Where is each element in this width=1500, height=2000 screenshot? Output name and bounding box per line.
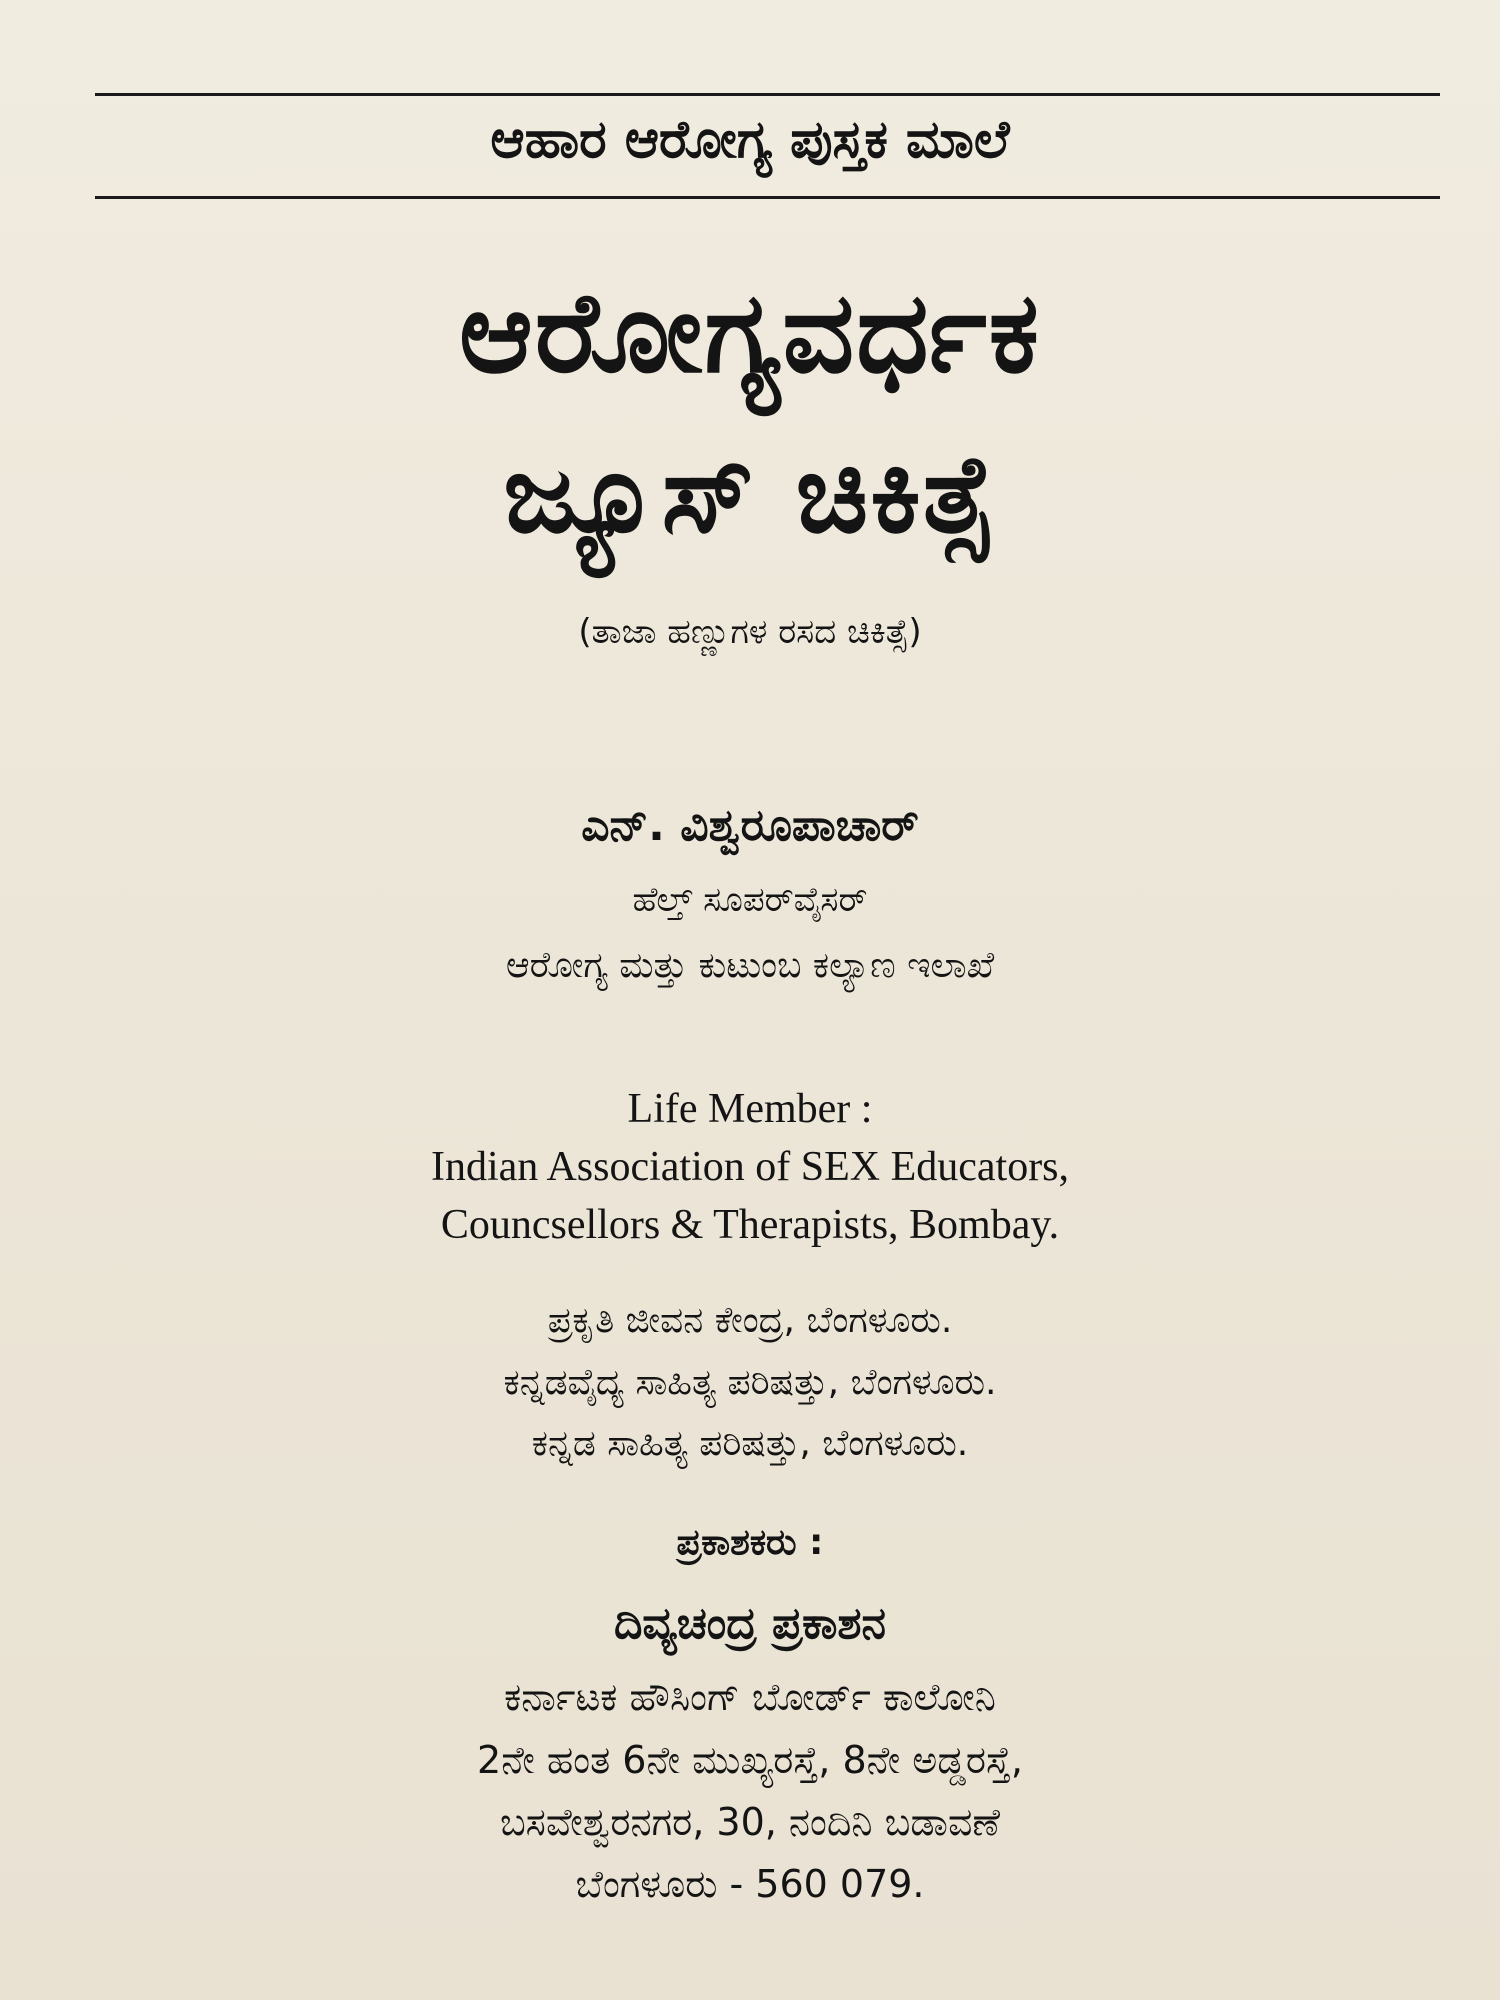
book-subtitle: (ತಾಜಾ ಹಣ್ಣುಗಳ ರಸದ ಚಿಕಿತ್ಸೆ) <box>578 612 922 652</box>
publisher-address-line: 2ನೇ ಹಂತ 6ನೇ ಮುಖ್ಯರಸ್ತೆ, 8ನೇ ಅಡ್ಡರಸ್ತೆ, <box>477 1738 1023 1782</box>
membership-line: ಕನ್ನಡ ಸಾಹಿತ್ಯ ಪರಿಷತ್ತು, ಬೆಂಗಳೂರು. <box>531 1423 969 1464</box>
author-department: ಆರೋಗ್ಯ ಮತ್ತು ಕುಟುಂಬ ಕಲ್ಯಾಣ ಇಲಾಖೆ <box>505 945 995 986</box>
life-member-line-1: Indian Association of SEX Educators, <box>430 1144 1070 1190</box>
book-title-line-1: ಆರೋಗ್ಯವರ್ಧಕ <box>458 268 1042 398</box>
publisher-name: ದಿವ್ಯಚಂದ್ರ ಪ್ರಕಾಶನ <box>613 1598 886 1649</box>
series-title: ಆಹಾರ ಆರೋಗ್ಯ ಪುಸ್ತಕ ಮಾಲೆ <box>490 110 1010 170</box>
membership-line: ಕನ್ನಡವೈದ್ಯ ಸಾಹಿತ್ಯ ಪರಿಷತ್ತು, ಬೆಂಗಳೂರು. <box>503 1362 997 1403</box>
book-title-line-2: ಜ್ಯೂಸ್ ಚಿಕಿತ್ಸೆ <box>503 432 997 557</box>
life-member-line-2: Councsellors & Therapists, Bombay. <box>440 1202 1060 1248</box>
author-name: ಎನ್. ವಿಶ್ವರೂಪಾಚಾರ್ <box>581 800 919 851</box>
author-role: ಹೆಲ್ತ್ ಸೂಪರ್‌ವೈಸರ್ <box>632 880 868 920</box>
publisher-label: ಪ್ರಕಾಶಕರು : <box>676 1522 824 1563</box>
life-member-label: Life Member : <box>627 1086 873 1132</box>
publisher-address-line: ಬಸವೇಶ್ವರನಗರ, 30, ನಂದಿನಿ ಬಡಾವಣೆ <box>499 1800 1001 1844</box>
top-rule <box>95 93 1440 96</box>
publisher-address-line: ಕರ್ನಾಟಕ ಹೌಸಿಂಗ್ ಬೋರ್ಡ್ ಕಾಲೋನಿ <box>504 1675 996 1719</box>
publisher-address-line: ಬೆಂಗಳೂರು - 560 079. <box>575 1862 925 1906</box>
series-rule <box>95 196 1440 199</box>
membership-line: ಪ್ರಕೃತಿ ಜೀವನ ಕೇಂದ್ರ, ಬೆಂಗಳೂರು. <box>547 1300 953 1341</box>
